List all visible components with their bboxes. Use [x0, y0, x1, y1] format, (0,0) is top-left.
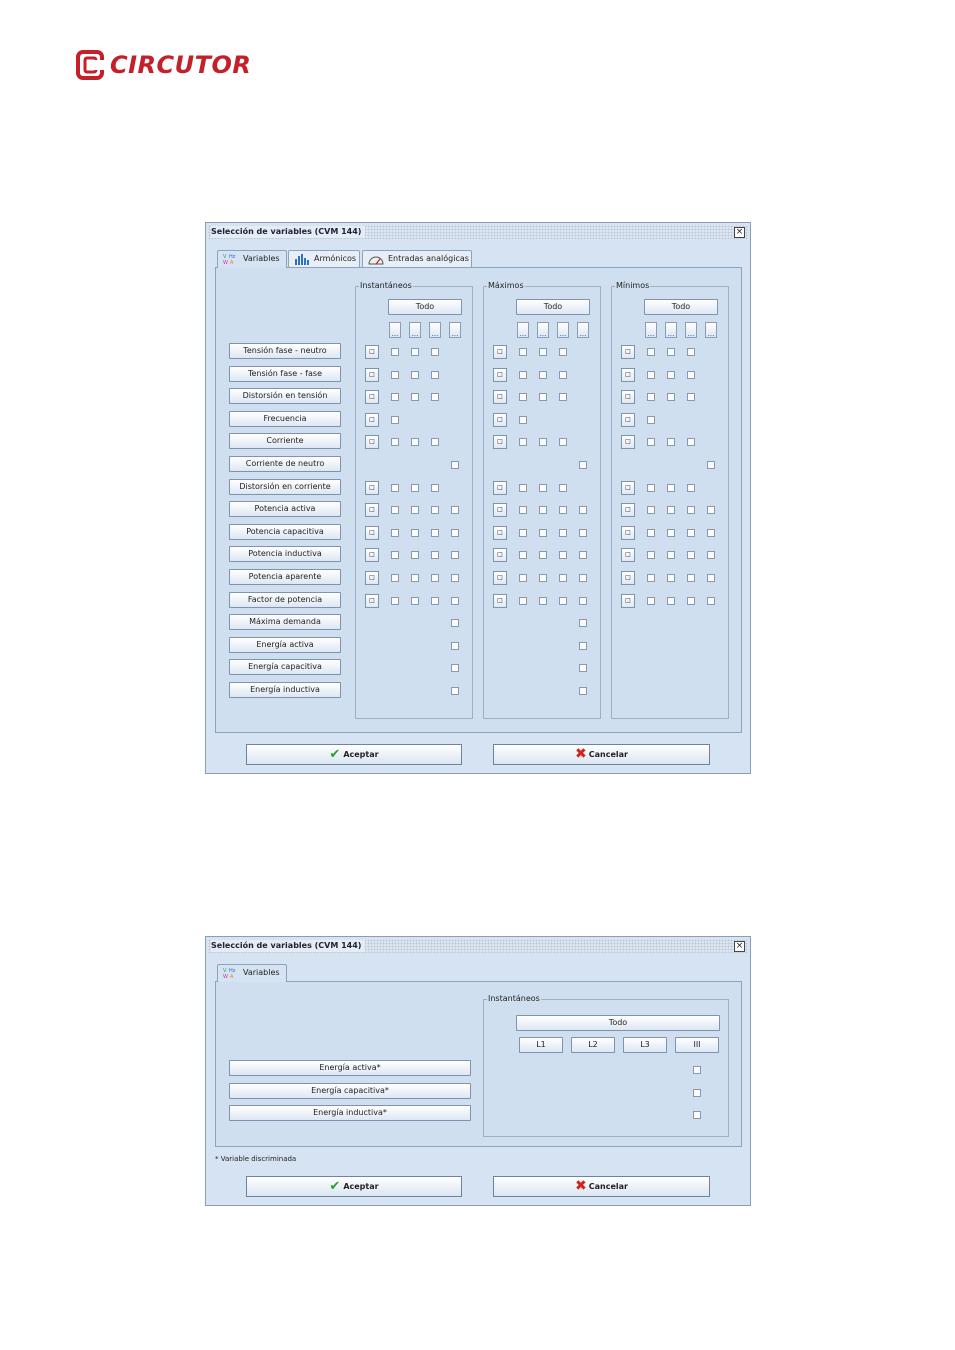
variables-panel — [215, 267, 742, 733]
tab-analog-inputs[interactable] — [362, 250, 472, 267]
select-all-button[interactable]: Todo — [516, 1015, 720, 1031]
circutor-logo-icon — [76, 50, 106, 80]
select-all-button[interactable]: Todo — [516, 299, 590, 315]
checkbox[interactable] — [411, 393, 419, 401]
checkbox[interactable] — [693, 1089, 701, 1097]
checkmark-icon: ✔ — [329, 747, 341, 762]
column-select-button[interactable]: ... — [577, 322, 589, 338]
checkbox[interactable] — [647, 438, 655, 446]
accept-button[interactable] — [246, 1176, 462, 1197]
checkbox[interactable] — [647, 371, 655, 379]
row-toggle-button[interactable]: □ — [621, 571, 635, 585]
row-button[interactable]: Energía inductiva — [229, 682, 341, 698]
checkbox[interactable] — [431, 529, 439, 537]
title-bar — [208, 225, 748, 239]
checkbox[interactable] — [559, 574, 567, 582]
row-toggle-button[interactable]: □ — [365, 526, 379, 540]
checkbox[interactable] — [667, 551, 675, 559]
row-energy-inductive[interactable]: Energía inductiva* — [229, 1105, 471, 1121]
row-toggle-button[interactable]: □ — [493, 345, 507, 359]
checkbox[interactable] — [539, 371, 547, 379]
column-select-button[interactable]: ... — [557, 322, 569, 338]
checkbox[interactable] — [687, 438, 695, 446]
column-select-button[interactable]: ... — [389, 322, 401, 338]
checkbox[interactable] — [519, 529, 527, 537]
column-select-button[interactable]: ... — [705, 322, 717, 338]
checkbox[interactable] — [579, 687, 587, 695]
checkbox[interactable] — [451, 687, 459, 695]
row-button[interactable]: Potencia aparente — [229, 569, 341, 585]
checkbox[interactable] — [559, 529, 567, 537]
checkbox[interactable] — [667, 348, 675, 356]
checkbox[interactable] — [451, 597, 459, 605]
checkbox[interactable] — [647, 506, 655, 514]
row-button[interactable]: Potencia inductiva — [229, 546, 341, 562]
checkbox[interactable] — [451, 551, 459, 559]
row-toggle-button[interactable]: □ — [621, 390, 635, 404]
checkbox[interactable] — [391, 597, 399, 605]
row-toggle-button[interactable]: □ — [493, 548, 507, 562]
row-toggle-button[interactable]: □ — [493, 594, 507, 608]
row-button[interactable]: Energía activa — [229, 637, 341, 653]
checkbox[interactable] — [431, 393, 439, 401]
row-button[interactable]: Corriente de neutro — [229, 456, 341, 472]
checkbox[interactable] — [539, 574, 547, 582]
svg-text:Hz: Hz — [229, 253, 236, 260]
checkbox[interactable] — [647, 551, 655, 559]
footnote: * Variable discriminada — [215, 1155, 297, 1163]
variables-panel — [215, 981, 742, 1147]
checkbox[interactable] — [539, 484, 547, 492]
cancel-label: Cancelar — [588, 750, 628, 759]
cancel-button[interactable] — [493, 744, 710, 765]
checkbox[interactable] — [647, 574, 655, 582]
variables-icon — [222, 967, 240, 979]
checkbox[interactable] — [539, 348, 547, 356]
checkbox[interactable] — [519, 506, 527, 514]
variables-icon — [222, 253, 240, 265]
circutor-logo — [76, 50, 251, 80]
checkbox[interactable] — [559, 551, 567, 559]
group-instantaneous — [483, 994, 729, 1137]
tab-label: Variables — [243, 968, 280, 977]
checkbox[interactable] — [451, 461, 459, 469]
row-toggle-button[interactable]: □ — [621, 526, 635, 540]
checkbox[interactable] — [431, 551, 439, 559]
checkbox[interactable] — [519, 574, 527, 582]
checkbox[interactable] — [647, 348, 655, 356]
checkbox[interactable] — [391, 551, 399, 559]
checkbox[interactable] — [693, 1066, 701, 1074]
checkbox[interactable] — [451, 664, 459, 672]
cancel-label: Cancelar — [588, 1182, 628, 1191]
checkbox[interactable] — [391, 484, 399, 492]
checkbox[interactable] — [431, 371, 439, 379]
checkbox[interactable] — [391, 574, 399, 582]
checkbox[interactable] — [519, 393, 527, 401]
checkbox[interactable] — [579, 642, 587, 650]
checkbox[interactable] — [451, 619, 459, 627]
checkbox[interactable] — [391, 348, 399, 356]
checkbox[interactable] — [411, 529, 419, 537]
checkbox[interactable] — [579, 551, 587, 559]
row-button[interactable]: Máxima demanda — [229, 614, 341, 630]
accept-label: Aceptar — [343, 750, 379, 759]
checkbox[interactable] — [693, 1111, 701, 1119]
checkbox[interactable] — [411, 484, 419, 492]
checkbox[interactable] — [667, 506, 675, 514]
checkbox[interactable] — [451, 529, 459, 537]
phase-button-l3[interactable]: L3 — [623, 1037, 667, 1053]
row-toggle-button[interactable]: □ — [493, 503, 507, 517]
checkbox[interactable] — [539, 393, 547, 401]
row-energy-active[interactable]: Energía activa* — [229, 1060, 471, 1076]
column-select-button[interactable]: ... — [537, 322, 549, 338]
checkbox[interactable] — [431, 506, 439, 514]
tab-harmonics[interactable] — [288, 250, 360, 267]
row-toggle-button[interactable]: □ — [365, 368, 379, 382]
phase-button-three-phase[interactable]: III — [675, 1037, 719, 1053]
row-button[interactable]: Tensión fase - fase — [229, 366, 341, 382]
row-toggle-button[interactable]: □ — [621, 503, 635, 517]
svg-text:W: W — [223, 973, 228, 979]
checkbox[interactable] — [391, 438, 399, 446]
row-toggle-button[interactable]: □ — [365, 594, 379, 608]
svg-text:Hz: Hz — [229, 967, 236, 974]
row-toggle-button[interactable]: □ — [365, 481, 379, 495]
column-select-button[interactable]: ... — [429, 322, 441, 338]
svg-text:W: W — [223, 259, 228, 265]
checkbox[interactable] — [391, 416, 399, 424]
checkbox[interactable] — [647, 529, 655, 537]
checkbox[interactable] — [411, 597, 419, 605]
group-minimums — [611, 281, 729, 719]
checkbox[interactable] — [539, 438, 547, 446]
svg-text:V: V — [223, 967, 227, 974]
checkbox[interactable] — [667, 529, 675, 537]
cross-icon: ✖ — [575, 746, 587, 762]
row-button[interactable]: Potencia activa — [229, 501, 341, 517]
checkbox[interactable] — [411, 371, 419, 379]
checkbox[interactable] — [667, 393, 675, 401]
row-toggle-button[interactable]: □ — [493, 571, 507, 585]
row-toggle-button[interactable]: □ — [493, 481, 507, 495]
column-select-button[interactable]: ... — [665, 322, 677, 338]
column-select-button[interactable]: ... — [517, 322, 529, 338]
tab-variables[interactable] — [217, 964, 287, 982]
row-toggle-button[interactable]: □ — [365, 571, 379, 585]
row-toggle-button[interactable]: □ — [493, 390, 507, 404]
checkbox[interactable] — [451, 506, 459, 514]
checkbox[interactable] — [391, 506, 399, 514]
checkbox[interactable] — [431, 438, 439, 446]
checkbox[interactable] — [519, 484, 527, 492]
checkbox[interactable] — [559, 348, 567, 356]
checkbox[interactable] — [579, 597, 587, 605]
checkbox[interactable] — [559, 393, 567, 401]
close-button[interactable]: × — [735, 941, 744, 951]
checkbox[interactable] — [707, 597, 715, 605]
row-toggle-button[interactable]: □ — [365, 548, 379, 562]
variable-selection-dialog — [205, 222, 751, 774]
group-instantaneous — [355, 281, 473, 719]
checkbox[interactable] — [667, 484, 675, 492]
checkbox[interactable] — [707, 506, 715, 514]
checkbox[interactable] — [579, 619, 587, 627]
checkbox[interactable] — [559, 371, 567, 379]
checkbox[interactable] — [579, 574, 587, 582]
checkbox[interactable] — [431, 348, 439, 356]
group-label: Instantáneos — [488, 994, 540, 1003]
checkbox[interactable] — [579, 506, 587, 514]
column-select-button[interactable]: ... — [685, 322, 697, 338]
accept-button[interactable] — [246, 744, 462, 765]
row-toggle-button[interactable]: □ — [621, 345, 635, 359]
checkbox[interactable] — [687, 597, 695, 605]
checkbox[interactable] — [411, 506, 419, 514]
checkbox[interactable] — [519, 597, 527, 605]
column-select-button[interactable]: ... — [409, 322, 421, 338]
checkbox[interactable] — [687, 484, 695, 492]
checkbox[interactable] — [667, 597, 675, 605]
row-toggle-button[interactable]: □ — [493, 435, 507, 449]
row-toggle-button[interactable]: □ — [621, 548, 635, 562]
row-toggle-button[interactable]: □ — [493, 368, 507, 382]
checkbox[interactable] — [411, 438, 419, 446]
row-button[interactable]: Tensión fase - neutro — [229, 343, 341, 359]
row-button[interactable]: Factor de potencia — [229, 592, 341, 608]
tab-label: Armónicos — [314, 254, 357, 263]
checkbox[interactable] — [411, 348, 419, 356]
row-button[interactable]: Potencia capacitiva — [229, 524, 341, 540]
checkbox[interactable] — [411, 574, 419, 582]
checkbox[interactable] — [707, 551, 715, 559]
close-button[interactable]: × — [735, 227, 744, 237]
select-all-button[interactable]: Todo — [644, 299, 718, 315]
row-toggle-button[interactable]: □ — [365, 503, 379, 517]
checkbox[interactable] — [687, 529, 695, 537]
bar-chart-icon — [293, 253, 311, 265]
checkbox[interactable] — [647, 416, 655, 424]
checkbox[interactable] — [687, 506, 695, 514]
checkbox[interactable] — [411, 551, 419, 559]
tab-variables[interactable] — [217, 250, 287, 268]
select-all-button[interactable]: Todo — [388, 299, 462, 315]
row-energy-capacitive[interactable]: Energía capacitiva* — [229, 1083, 471, 1099]
row-toggle-button[interactable]: □ — [621, 481, 635, 495]
row-button[interactable]: Frecuencia — [229, 411, 341, 427]
checkbox[interactable] — [707, 461, 715, 469]
checkbox[interactable] — [519, 371, 527, 379]
svg-text:A: A — [230, 259, 234, 265]
checkbox[interactable] — [687, 574, 695, 582]
checkbox[interactable] — [391, 371, 399, 379]
dialog-title: Selección de variables (CVM 144) — [211, 226, 365, 238]
checkbox[interactable] — [647, 484, 655, 492]
checkbox[interactable] — [559, 484, 567, 492]
row-toggle-button[interactable]: □ — [621, 413, 635, 427]
svg-text:A: A — [230, 973, 234, 979]
row-toggle-button[interactable]: □ — [621, 368, 635, 382]
checkbox[interactable] — [539, 551, 547, 559]
row-toggle-button[interactable]: □ — [365, 435, 379, 449]
title-bar — [208, 939, 748, 953]
checkbox[interactable] — [707, 529, 715, 537]
gauge-icon — [367, 253, 385, 265]
checkbox[interactable] — [539, 506, 547, 514]
row-button[interactable]: Energía capacitiva — [229, 659, 341, 675]
row-button[interactable]: Distorsión en corriente — [229, 479, 341, 495]
row-toggle-button[interactable]: □ — [493, 413, 507, 427]
variable-selection-dialog-2 — [205, 936, 751, 1206]
checkbox[interactable] — [451, 642, 459, 650]
column-select-button[interactable]: ... — [645, 322, 657, 338]
checkbox[interactable] — [431, 597, 439, 605]
row-button[interactable]: Distorsión en tensión — [229, 388, 341, 404]
checkbox[interactable] — [687, 348, 695, 356]
checkbox[interactable] — [579, 461, 587, 469]
checkbox[interactable] — [431, 484, 439, 492]
checkbox[interactable] — [687, 393, 695, 401]
checkbox[interactable] — [519, 348, 527, 356]
checkbox[interactable] — [519, 438, 527, 446]
checkbox[interactable] — [579, 529, 587, 537]
phase-button-l1[interactable]: L1 — [519, 1037, 563, 1053]
tab-label: Entradas analógicas — [388, 254, 469, 263]
checkbox[interactable] — [559, 597, 567, 605]
checkbox[interactable] — [519, 416, 527, 424]
checkbox[interactable] — [667, 371, 675, 379]
checkbox[interactable] — [647, 597, 655, 605]
row-toggle-button[interactable]: □ — [365, 345, 379, 359]
group-maximums — [483, 281, 601, 719]
checkbox[interactable] — [451, 574, 459, 582]
row-toggle-button[interactable]: □ — [621, 594, 635, 608]
checkbox[interactable] — [539, 597, 547, 605]
cancel-button[interactable] — [493, 1176, 710, 1197]
checkbox[interactable] — [539, 529, 547, 537]
row-toggle-button[interactable]: □ — [365, 413, 379, 427]
row-toggle-button[interactable]: □ — [365, 390, 379, 404]
checkbox[interactable] — [667, 438, 675, 446]
group-label: Mínimos — [616, 281, 650, 290]
group-label: Máximos — [488, 281, 524, 290]
row-button[interactable]: Corriente — [229, 433, 341, 449]
dialog-title: Selección de variables (CVM 144) — [211, 940, 365, 952]
checkbox[interactable] — [647, 393, 655, 401]
checkbox[interactable] — [707, 574, 715, 582]
cross-icon: ✖ — [575, 1178, 587, 1194]
checkbox[interactable] — [519, 551, 527, 559]
row-toggle-button[interactable]: □ — [493, 526, 507, 540]
checkbox[interactable] — [431, 574, 439, 582]
tab-label: Variables — [243, 254, 280, 263]
svg-text:V: V — [223, 253, 227, 260]
accept-label: Aceptar — [343, 1182, 379, 1191]
checkbox[interactable] — [559, 506, 567, 514]
brand-name: CIRCUTOR — [110, 51, 252, 79]
checkbox[interactable] — [667, 574, 675, 582]
checkbox[interactable] — [687, 551, 695, 559]
checkmark-icon: ✔ — [329, 1179, 341, 1194]
checkbox[interactable] — [579, 664, 587, 672]
column-select-button[interactable]: ... — [449, 322, 461, 338]
group-label: Instantáneos — [360, 281, 412, 290]
row-toggle-button[interactable]: □ — [621, 435, 635, 449]
checkbox[interactable] — [559, 438, 567, 446]
checkbox[interactable] — [391, 529, 399, 537]
checkbox[interactable] — [391, 393, 399, 401]
checkbox[interactable] — [687, 371, 695, 379]
phase-button-l2[interactable]: L2 — [571, 1037, 615, 1053]
